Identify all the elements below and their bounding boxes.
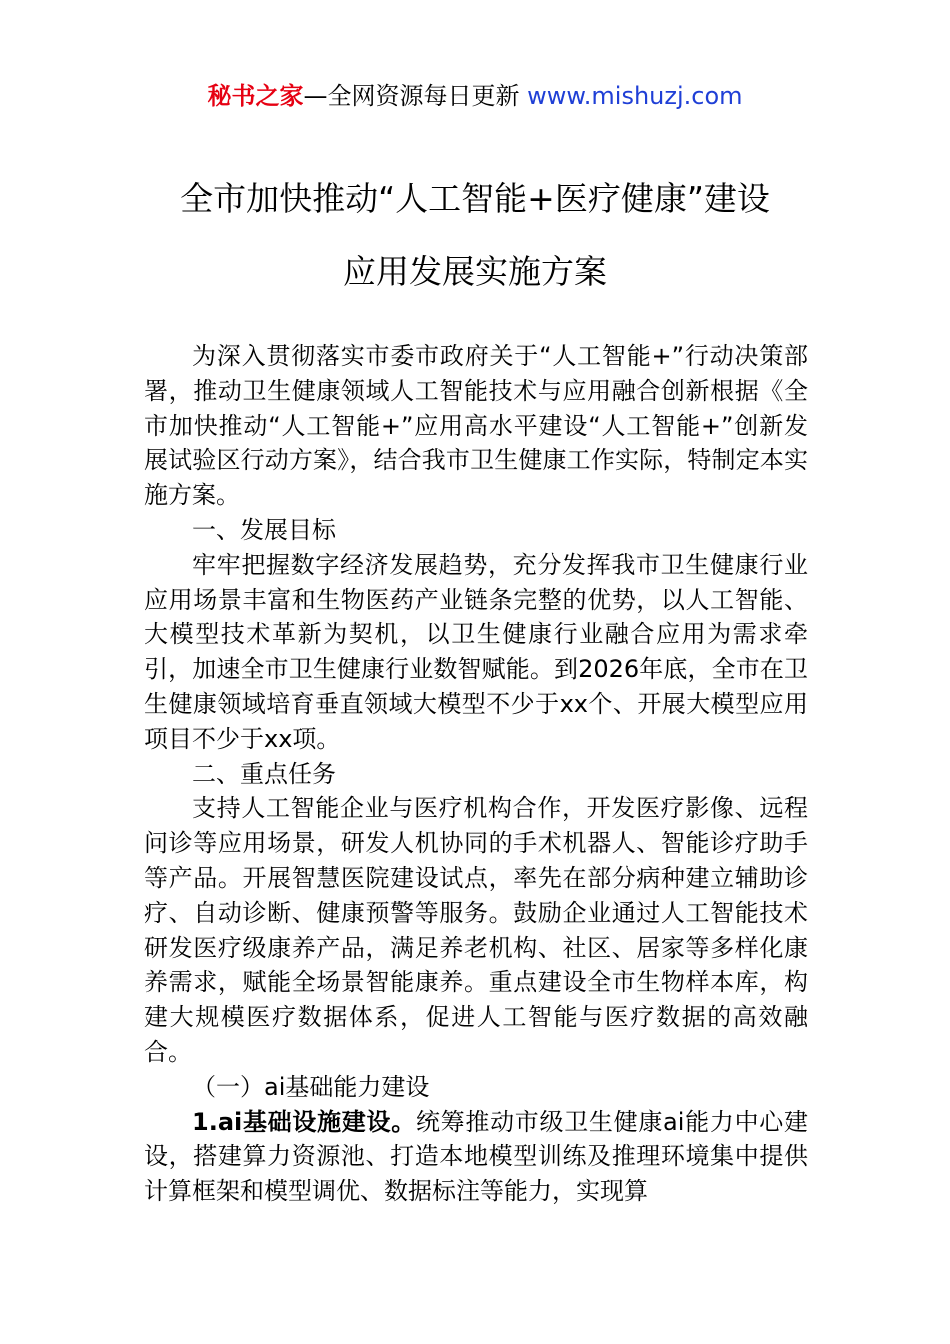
brand-name: 秘书之家 (207, 82, 304, 110)
item-1-text: 统筹推动市级卫生健康ai能力中心建设，搭建算力资源池、打造本地模型训练及推理环境集中提供计算框架和模型调优、数据标注等能力，实现算 (144, 1107, 808, 1206)
document-title-line-1: 全市加快推动“人工智能+医疗健康”建设 (180, 179, 770, 218)
document-title-line-2: 应用发展实施方案 (343, 252, 607, 291)
intro-paragraph: 为深入贯彻落实市委市政府关于“人工智能+”行动决策部署，推动卫生健康领域人工智能技术与应用融合创新根据《全市加快推动“人工智能+”应用高水平建设“人工智能+”创新发展试验区行动方案》，结合我市卫生健康工作实际，特制定本实施方案。 (144, 342, 808, 510)
document-body (144, 339, 808, 1209)
section-heading-goals: 一、发展目标 (192, 515, 336, 544)
item-1-paragraph (144, 1105, 808, 1209)
goals-paragraph: 牢牢把握数字经济发展趋势，充分发挥我市卫生健康行业应用场景丰富和生物医药产业链条完整的优势，以人工智能、大模型技术革新为契机，以卫生健康行业融合应用为需求牵引，加速全市卫生健康行业数智赋能。到2026年底，全市在卫生健康领域培育垂直领域大模型不少于xx个、开展大模型应用项目不少于xx项。 (144, 550, 808, 753)
subsection-heading-ai: （一）ai基础能力建设 (192, 1072, 430, 1101)
site-url-link[interactable]: www.mishuzj.com (527, 82, 743, 110)
section-heading-tasks: 二、重点任务 (192, 759, 336, 788)
item-1-heading: 1.ai基础设施建设。 (192, 1107, 416, 1136)
site-banner (0, 80, 950, 112)
tasks-paragraph: 支持人工智能企业与医疗机构合作，开发医疗影像、远程问诊等应用场景，研发人机协同的手术机器人、智能诊疗助手等产品。开展智慧医院建设试点，率先在部分病种建立辅助诊疗、自动诊断、健康预警等服务。鼓励企业通过人工智能技术研发医疗级康养产品，满足养老机构、社区、居家等多样化康养需求，赋能全场景智能康养。重点建设全市生物样本库，构建大规模医疗数据体系，促进人工智能与医疗数据的高效融合。 (144, 794, 808, 1066)
banner-tagline: —全网资源每日更新 (303, 82, 528, 110)
